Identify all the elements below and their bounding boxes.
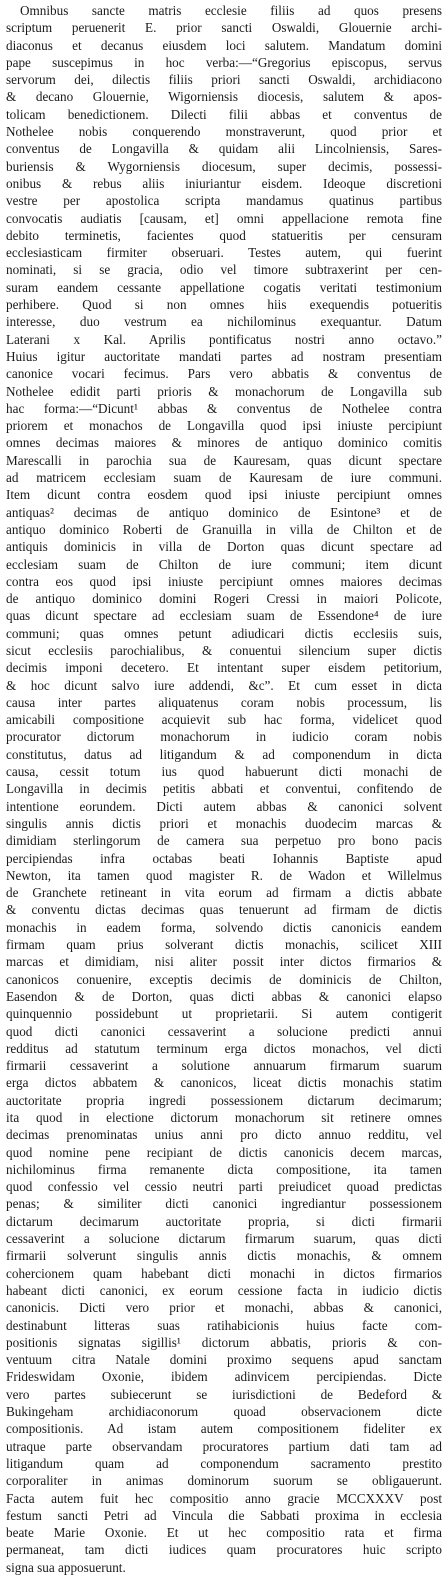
text-line: pape suscepimus in hoc verba:—“Gregorius episcopus, servus — [6, 54, 442, 70]
text-line: festum sancti Petri ad Vincula die Sabbati proxima in ecclesia — [6, 1507, 442, 1523]
text-line: decimis imponi decetero. Et intentant super eisdem petitorium, — [6, 660, 442, 676]
text-line: dictarum decimarum auctoritate propria, si dicti firmarii — [6, 1213, 442, 1229]
text-line: redditus ad statutum terminum erga dictos monachos, vel dicti — [6, 1040, 442, 1056]
text-line: Bukingeham archidiaconorum quoad observacionem dicte — [6, 1404, 442, 1420]
text-line: permaneat, tam dicti iudices quam procuratores huic scripto — [6, 1542, 442, 1558]
text-line: Marescalli in parochia sua de Kauresam, quas dicunt spectare — [6, 452, 442, 468]
text-line: & conventu dictas decimas quas tenuerunt ad firmam de dictis — [6, 902, 442, 918]
text-line: penas; & similiter dicti canonici ingrediantur possessionem — [6, 1196, 442, 1212]
text-line: percipiendas infra octabas beati Iohannis Baptiste apud — [6, 850, 442, 866]
text-line: antiquo dominico Roberti de Granuilla in villa de Chilton et de — [6, 521, 442, 537]
text-line: debito terminetis, facientes quod statueritis per censuram — [6, 227, 442, 243]
text-line: canonicis. Dicti vero prior et monachi, abbas & canonici, — [6, 1300, 442, 1316]
text-line: ad matricem ecclesiam suam de Kauresam de iure communi. — [6, 470, 442, 486]
text-line: cohercionem quam habebant dicti monachi in dictos firmarios — [6, 1265, 442, 1281]
text-line: monachis in eadem forma, solvendo dictis canonicis eandem — [6, 919, 442, 935]
text-line: & decano Glouernie, Wigorniensis diocesis, salutem & apos- — [6, 89, 442, 105]
text-line: nichilominus firma remanente dicta compositione, ita tamen — [6, 1161, 442, 1177]
text-line: positionis signatas sigillis¹ dictorum abbatis, prioris & con- — [6, 1334, 442, 1350]
text-line: antiquis dominicis in villa de Dorton quas dicunt spectare ad — [6, 539, 442, 555]
text-line: servorum dei, dilectis filiis priori sancti Oswaldi, archidiacono — [6, 72, 442, 88]
text-line: Huius igitur auctoritate mandati partes ad nostram presentiam — [6, 348, 442, 364]
text-line: de antiquo dominico domini Rogeri Cressi in maiori Policote, — [6, 591, 442, 607]
text-line: diaconus et decanus eiusdem loci salutem. Mandatum domini — [6, 37, 442, 53]
text-line: hac forma:—“Dicunt¹ abbas & conventus de Nothelee contra — [6, 400, 442, 416]
text-line: utraque parte observandam procuratores partium dati tam ad — [6, 1438, 442, 1454]
text-line: quod nomine pene recipiant de dictis canonicis decem marcas, — [6, 1144, 442, 1160]
text-line: suram eandem cessante appellatione cogatis veritati testimonium — [6, 279, 442, 295]
text-line: buriensis & Wygorniensis diocesum, super decimis, possessi- — [6, 158, 442, 174]
text-line: beate Marie Oxonie. Et ut hec compositio rata et firma — [6, 1525, 442, 1541]
text-line: perhibere. Quod si non omnes hiis exequendis potueritis — [6, 297, 442, 313]
text-line: erga dictos abbatem & canonicos, liceat dictis monachis statim — [6, 1075, 442, 1091]
text-line: constitutus, datus ad litigandum & ad componendum in dicta — [6, 746, 442, 762]
text-line: scriptum peruenerit E. prior sancti Oswaldi, Glouernie archi- — [6, 20, 442, 36]
text-line: priorem et monachos de Longavilla quod ipsi iniuste percipiunt — [6, 418, 442, 434]
text-line: litigandum quam ad componendum sacramento prestito — [6, 1455, 442, 1471]
text-line: cessaverint a solucione dictarum firmarum suarum, quas dicti — [6, 1231, 442, 1247]
text-line: Laterani x Kal. Aprilis pontificatus nostri anno octavo.” — [6, 331, 442, 347]
text-line: singulis annis dictis priori et monachis duodecim marcas & — [6, 815, 442, 831]
text-line: amicabili compositione acquievit sub hac forma, videlicet quod — [6, 712, 442, 728]
text-line: communi; quas omnes petunt adiudicari dictis ecclesiis suis, — [6, 625, 442, 641]
text-line: sicut ecclesiis parochialibus, & conuentui silencium super dictis — [6, 642, 442, 658]
text-line: firmam quam prius solverant dictis monachis, scilicet XIII — [6, 937, 442, 953]
text-line: causa inter partes aliquatenus coram nobis processum, lis — [6, 694, 442, 710]
text-line: canonice vocari fecimus. Pars vero abbatis & conventus de — [6, 366, 442, 382]
text-line: compositionis. Ad istam autem compositionem fideliter ex — [6, 1421, 442, 1437]
text-line: Omnibus sancte matris ecclesie filiis ad quos presens — [20, 3, 442, 18]
text-line: Facta autem fuit hec compositio anno gracie MCCXXXV post — [6, 1490, 442, 1506]
text-line: signa sua apposuerunt. — [6, 1559, 126, 1575]
text-line: antiquas² decimas de antiquo dominico de Esintone³ et de — [6, 504, 442, 520]
text-line: auctoritate propria ingredi possessionem dictarum decimarum; — [6, 1092, 442, 1108]
text-line: ecclesiasticam firmiter obseruari. Testes autem, qui fuerint — [6, 245, 442, 261]
text-line: intentione eorundem. Dicti autem abbas & canonici solvent — [6, 798, 442, 814]
text-line: quod confessio vel cessio neutri parti preiudicet quoad predictas — [6, 1179, 442, 1195]
text-line: tolicam benedictionem. Dilecti filii abbas et conventus de — [6, 106, 442, 122]
text-line: convocatis audiatis [causam, et] omni appellacione remota fine — [6, 210, 442, 226]
text-line: decimas prenominatas unius anni pro dicto annuo redditu, vel — [6, 1127, 442, 1143]
text-line: vero partes subiecerunt se iurisdictioni de Bedeford & — [6, 1386, 442, 1402]
text-line: Nothelee edidit parti prioris & monachorum de Longavilla sub — [6, 383, 442, 399]
text-line: Frideswidam Oxonie, ibidem adinvicem percipiendas. Dicte — [6, 1369, 442, 1385]
text-line: ecclesiam suam de Chilton de iure communi; item dicunt — [6, 556, 442, 572]
text-line: onibus & rebus aliis iniuriantur eisdem. Ideoque discretioni — [6, 175, 442, 191]
text-line: nominati, si se gracia, odio vel timore subtraxerint per cen- — [6, 262, 442, 278]
text-line: vestre per apostolica scripta mandamus quatinus partibus — [6, 193, 442, 209]
text-line: de Granchete retineant in vita eorum ad firmam a dictis abbate — [6, 885, 442, 901]
text-line: Item dicunt contra eosdem quod ipsi iniuste percipiunt omnes — [6, 487, 442, 503]
text-line: interesse, duo vestrum ea nichilominus exequantur. Datum — [6, 314, 442, 330]
text-line: ventuum citra Natale domini proximo sequens apud sanctam — [6, 1352, 442, 1368]
text-line: quinquennio possidebunt ut proprietarii. Si autem contigerit — [6, 1006, 442, 1022]
document-text — [6, 2, 442, 1576]
text-line: procurator dictorum monachorum in iudicio coram nobis — [6, 729, 442, 745]
text-line: & hoc dicunt salvo iure addendi, &c”. Et cum esset in dicta — [6, 677, 442, 693]
text-line: corporaliter in animas dominorum suorum se obligauerunt. — [6, 1473, 442, 1489]
text-line: ita quod in electione dictorum monachorum sit retinere omnes — [6, 1110, 442, 1125]
text-line: causa, cessit totum ius quod habuerunt dicti monachi de — [6, 764, 442, 780]
text-line: quas dicunt spectare ad ecclesiam suam de Essendone⁴ de iure — [6, 608, 442, 624]
text-line: Easendon & de Dorton, quas dicti abbas & canonici elapso — [6, 988, 442, 1004]
text-line: quod dicti canonici cessaverint a solucione predicti annui — [6, 1023, 442, 1039]
text-line: destinabunt litteras suas ratihabicionis huius facte com- — [6, 1317, 442, 1333]
text-line: conventus de Longavilla & quidam alii Lincolniensis, Sares- — [6, 141, 442, 157]
text-line: dimidiam sterlingorum de camera sua perpetuo pro bono pacis — [6, 833, 442, 849]
text-line: marcas et dimidiam, nisi aliter possit inter dictos firmarios & — [6, 954, 442, 970]
text-line: habeant dicti canonici, ex eorum cessione facta in iudicio dictis — [6, 1282, 442, 1298]
text-line: Nothelee nobis conquerendo monstraverunt, quod prior et — [6, 124, 442, 140]
text-line: Longavilla in decimis petitis abbati et conventui, confitendo de — [6, 781, 442, 797]
text-line: omnes decimas maiores & minores de antiquo dominico comitis — [6, 435, 442, 451]
text-line: contra eos quod ipsi iniuste percipiunt omnes maiores decimas — [6, 573, 442, 589]
text-line: firmarii cessaverint a solutione annuarum firmarum suarum — [6, 1058, 442, 1074]
text-line: firmarii solverunt singulis annis dictis monachis, & omnem — [6, 1248, 442, 1264]
text-line: Newton, ita tamen quod magister R. de Wadon et Willelmus — [6, 867, 442, 883]
text-line: canonicos conuenire, exceptis decimis de dominicis de Chilton, — [6, 971, 442, 987]
